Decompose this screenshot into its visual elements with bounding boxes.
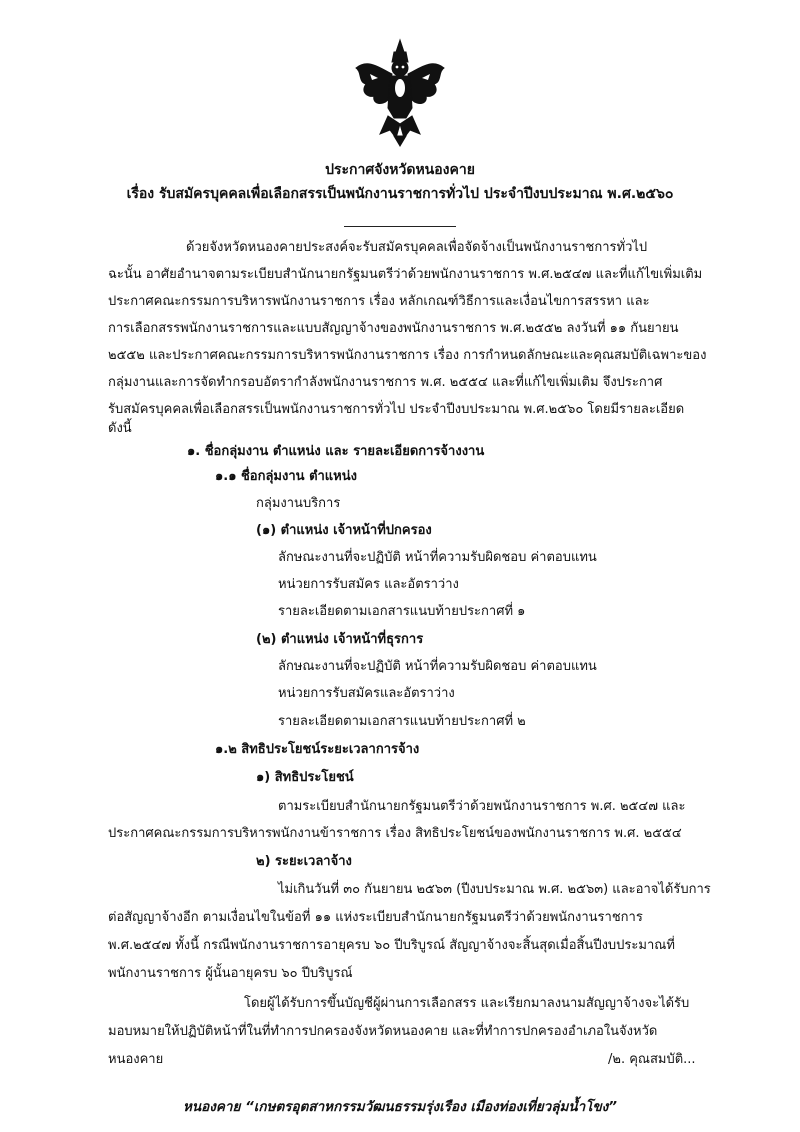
section-heading: ๑. ชื่อกลุ่มงาน ตำแหน่ง และ รายละเอียดการจ้างงาน [187, 444, 485, 459]
period-line: ต่อสัญญาจ้างอีก ตามเงื่อนไขในข้อที่ ๑๑ แห่งระเบียบสำนักนายกรัฐมนตรีว่าด้วยพนักงานราชการ [108, 910, 643, 925]
appointment-line: มอบหมายให้ปฏิบัติหน้าที่ในที่ทำการปกครองจังหวัดหนองคาย และที่ทำการปกครองอำเภอในจังหวัด [108, 1024, 658, 1039]
appointment-line: หนองคาย [108, 1052, 164, 1067]
position-heading: (๒) ตำแหน่ง เจ้าหน้าที่ธุรการ [256, 632, 424, 647]
subsection-heading: ๑.๒ สิทธิประโยชน์ระยะเวลาการจ้าง [215, 742, 420, 757]
garuda-emblem-icon [350, 38, 450, 148]
document-title: ประกาศจังหวัดหนองคาย [325, 162, 475, 178]
position-detail: หน่วยการรับสมัคร และอัตราว่าง [278, 577, 459, 592]
position-heading: (๑) ตำแหน่ง เจ้าหน้าที่ปกครอง [256, 523, 432, 538]
intro-line: ดังนี้ [108, 421, 132, 436]
intro-line: กลุ่มงานและการจัดทำกรอบอัตรากำลังพนักงานราชการ พ.ศ. ๒๕๕๔ และที่แก้ไขเพิ่มเติม จึงประกาศ [108, 375, 663, 390]
position-detail: รายละเอียดตามเอกสารแนบท้ายประกาศที่ ๒ [278, 714, 526, 729]
period-line: ไม่เกินวันที่ ๓๐ กันยายน ๒๕๖๓ (ปีงบประมาณ พ.ศ. ๒๕๖๓) และอาจได้รับการ [278, 882, 711, 897]
position-detail: ลักษณะงานที่จะปฏิบัติ หน้าที่ความรับผิดชอบ ค่าตอบแทน [278, 659, 597, 674]
appointment-line: โดยผู้ได้รับการขึ้นบัญชีผู้ผ่านการเลือกสรร และเรียกมาลงนามสัญญาจ้างจะได้รับ [244, 996, 690, 1011]
intro-line: รับสมัครบุคคลเพื่อเลือกสรรเป็นพนักงานราชการทั่วไป ประจำปีงบประมาณ พ.ศ.๒๕๖๐ โดยมีรายละเอียด [108, 402, 685, 417]
position-detail: ลักษณะงานที่จะปฏิบัติ หน้าที่ความรับผิดชอบ ค่าตอบแทน [278, 550, 597, 565]
continued-marker: /๒. คุณสมบัติ... [608, 1052, 696, 1067]
position-detail: หน่วยการรับสมัครและอัตราว่าง [278, 686, 455, 701]
intro-line: การเลือกสรรพนักงานราชการและแบบสัญญาจ้างของพนักงานราชการ พ.ศ.๒๕๕๒ ลงวันที่ ๑๑ กันยายน [108, 321, 679, 336]
group-name: กลุ่มงานบริการ [256, 496, 341, 511]
subsection-heading: ๑.๑ ชื่อกลุ่มงาน ตำแหน่ง [215, 469, 357, 484]
title-divider [344, 226, 456, 227]
document-subject: เรื่อง รับสมัครบุคคลเพื่อเลือกสรรเป็นพนักงานราชการทั่วไป ประจำปีงบประมาณ พ.ศ.๒๕๖๐ [126, 186, 674, 202]
footer-slogan: หนองคาย “เกษตรอุตสาหกรรมวัฒนธรรมรุ่งเรือง เมืองท่องเที่ยวลุ่มน้ำโขง” [183, 1099, 617, 1115]
period-line: พ.ศ.๒๕๔๗ ทั้งนี้ กรณีพนักงานราชการอายุครบ ๖๐ ปีบริบูรณ์ สัญญาจ้างจะสิ้นสุดเมื่อสิ้นปีงบประมาณที่ [108, 938, 675, 953]
benefits-line: ตามระเบียบสำนักนายกรัฐมนตรีว่าด้วยพนักงานราชการ พ.ศ. ๒๕๔๗ และ [278, 799, 686, 814]
period-line: พนักงานราชการ ผู้นั้นอายุครบ ๖๐ ปีบริบูรณ์ [108, 966, 353, 981]
intro-line: ฉะนั้น อาศัยอำนาจตามระเบียบสำนักนายกรัฐมนตรีว่าด้วยพนักงานราชการ พ.ศ.๒๕๔๗ และที่แก้ไขเพิ่มเติม [108, 267, 703, 282]
benefits-heading: ๑) สิทธิประโยชน์ [256, 770, 354, 785]
period-heading: ๒) ระยะเวลาจ้าง [256, 854, 352, 869]
intro-line: ๒๕๕๒ และประกาศคณะกรรมการบริหารพนักงานราชการ เรื่อง การกำหนดลักษณะและคุณสมบัติเฉพาะของ [108, 348, 707, 363]
intro-line: ด้วยจังหวัดหนองคายประสงค์จะรับสมัครบุคคลเพื่อจัดจ้างเป็นพนักงานราชการทั่วไป [186, 240, 648, 255]
intro-line: ประกาศคณะกรรมการบริหารพนักงานราชการ เรื่อง หลักเกณฑ์วิธีการและเงื่อนไขการสรรหา และ [108, 294, 650, 309]
benefits-line: ประกาศคณะกรรมการบริหารพนักงานข้าราชการ เรื่อง สิทธิประโยชน์ของพนักงานราชการ พ.ศ. ๒๕๕๔ [108, 826, 682, 841]
position-detail: รายละเอียดตามเอกสารแนบท้ายประกาศที่ ๑ [278, 604, 526, 619]
